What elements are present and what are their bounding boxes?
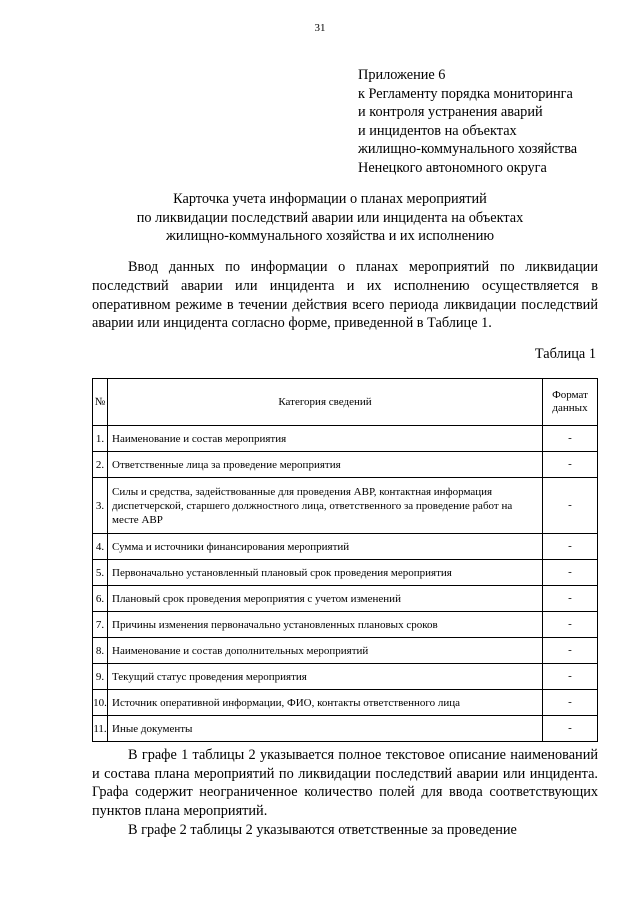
row-format: - (543, 426, 598, 452)
row-num: 10. (93, 690, 108, 716)
table-row (93, 534, 598, 560)
body-paragraph: В графе 2 таблицы 2 указываются ответственные за проведение (128, 821, 517, 838)
appendix-line: жилищно-коммунального хозяйства (358, 141, 578, 157)
row-num: 2. (93, 452, 108, 478)
row-format: - (543, 664, 598, 690)
table-row (93, 452, 598, 478)
table-row (93, 426, 598, 452)
table-row (93, 586, 598, 612)
appendix-line: к Регламенту порядка мониторинга (358, 85, 573, 102)
appendix-header (358, 66, 628, 177)
row-num: 11. (93, 716, 108, 742)
card-title-line: Карточка учета информации о планах мероприятий (173, 191, 487, 207)
info-table (92, 378, 598, 742)
row-format: - (543, 452, 598, 478)
table-row (93, 716, 598, 742)
row-num: 8. (93, 638, 108, 664)
table-caption: Таблица 1 (534, 346, 596, 362)
table-row (93, 478, 598, 534)
appendix-line: и инцидентов на объектах (358, 122, 517, 139)
row-format: - (543, 612, 598, 638)
row-num: 9. (93, 664, 108, 690)
appendix-line: Приложение 6 (358, 67, 446, 83)
row-num: 1. (93, 426, 108, 452)
card-title-line: жилищно-коммунального хозяйства и их исполнению (165, 228, 495, 244)
row-format: - (543, 560, 598, 586)
intro-paragraph (92, 258, 598, 333)
row-category: Наименование и состав дополнительных мероприятий (108, 638, 543, 664)
row-category: Иные документы (108, 716, 543, 742)
header-category: Категория сведений (108, 379, 543, 426)
header-num: № (93, 379, 108, 426)
row-format: - (543, 716, 598, 742)
table-row (93, 690, 598, 716)
row-num: 4. (93, 534, 108, 560)
page-number: 31 (314, 22, 326, 34)
intro-text: Ввод данных по информации о планах мероприятий по ликвидации последствий аварии или инцидента и их исполнению осуществляется в оперативном режиме в течении действия всего периода ликвидации последствий аварии или инцидента согласно форме, приведенной в Таблице 1. (92, 259, 598, 332)
card-title-line: по ликвидации последствий аварии или инцидента на объектах (136, 209, 524, 226)
table-row (93, 612, 598, 638)
card-title (60, 190, 600, 246)
row-num: 3. (93, 478, 108, 534)
appendix-line: и контроля устранения аварий (358, 104, 543, 120)
row-category: Текущий статус проведения мероприятия (108, 664, 543, 690)
row-category: Источник оперативной информации, ФИО, контакты ответственного лица (108, 690, 543, 716)
appendix-line: Ненецкого автономного округа (358, 159, 547, 176)
row-category: Силы и средства, задействованные для проведения АВР, контактная информация диспетчерской, старшего должностного лица, ответственного за проведение работ на месте АВР (108, 478, 543, 534)
row-category: Сумма и источники финансирования мероприятий (108, 534, 543, 560)
table-header-row (93, 379, 598, 426)
row-format: - (543, 638, 598, 664)
table-row (93, 664, 598, 690)
row-num: 6. (93, 586, 108, 612)
table-row (93, 560, 598, 586)
row-category: Первоначально установленный плановый срок проведения мероприятия (108, 560, 543, 586)
row-format: - (543, 534, 598, 560)
table-row (93, 638, 598, 664)
body-paragraph: В графе 1 таблицы 2 указывается полное текстовое описание наименований и состава плана мероприятий по ликвидации последствий аварии или инцидента. Графа содержит неограниченное количество полей для ввода соответствующих пунктов плана мероприятий. (92, 747, 598, 820)
row-num: 7. (93, 612, 108, 638)
row-format: - (543, 586, 598, 612)
row-format: - (543, 478, 598, 534)
body-text (92, 746, 598, 840)
header-format: Формат данных (543, 379, 598, 426)
row-category: Наименование и состав мероприятия (108, 426, 543, 452)
row-num: 5. (93, 560, 108, 586)
row-format: - (543, 690, 598, 716)
row-category: Ответственные лица за проведение мероприятия (108, 452, 543, 478)
row-category: Причины изменения первоначально установленных плановых сроков (108, 612, 543, 638)
row-category: Плановый срок проведения мероприятия с учетом изменений (108, 586, 543, 612)
